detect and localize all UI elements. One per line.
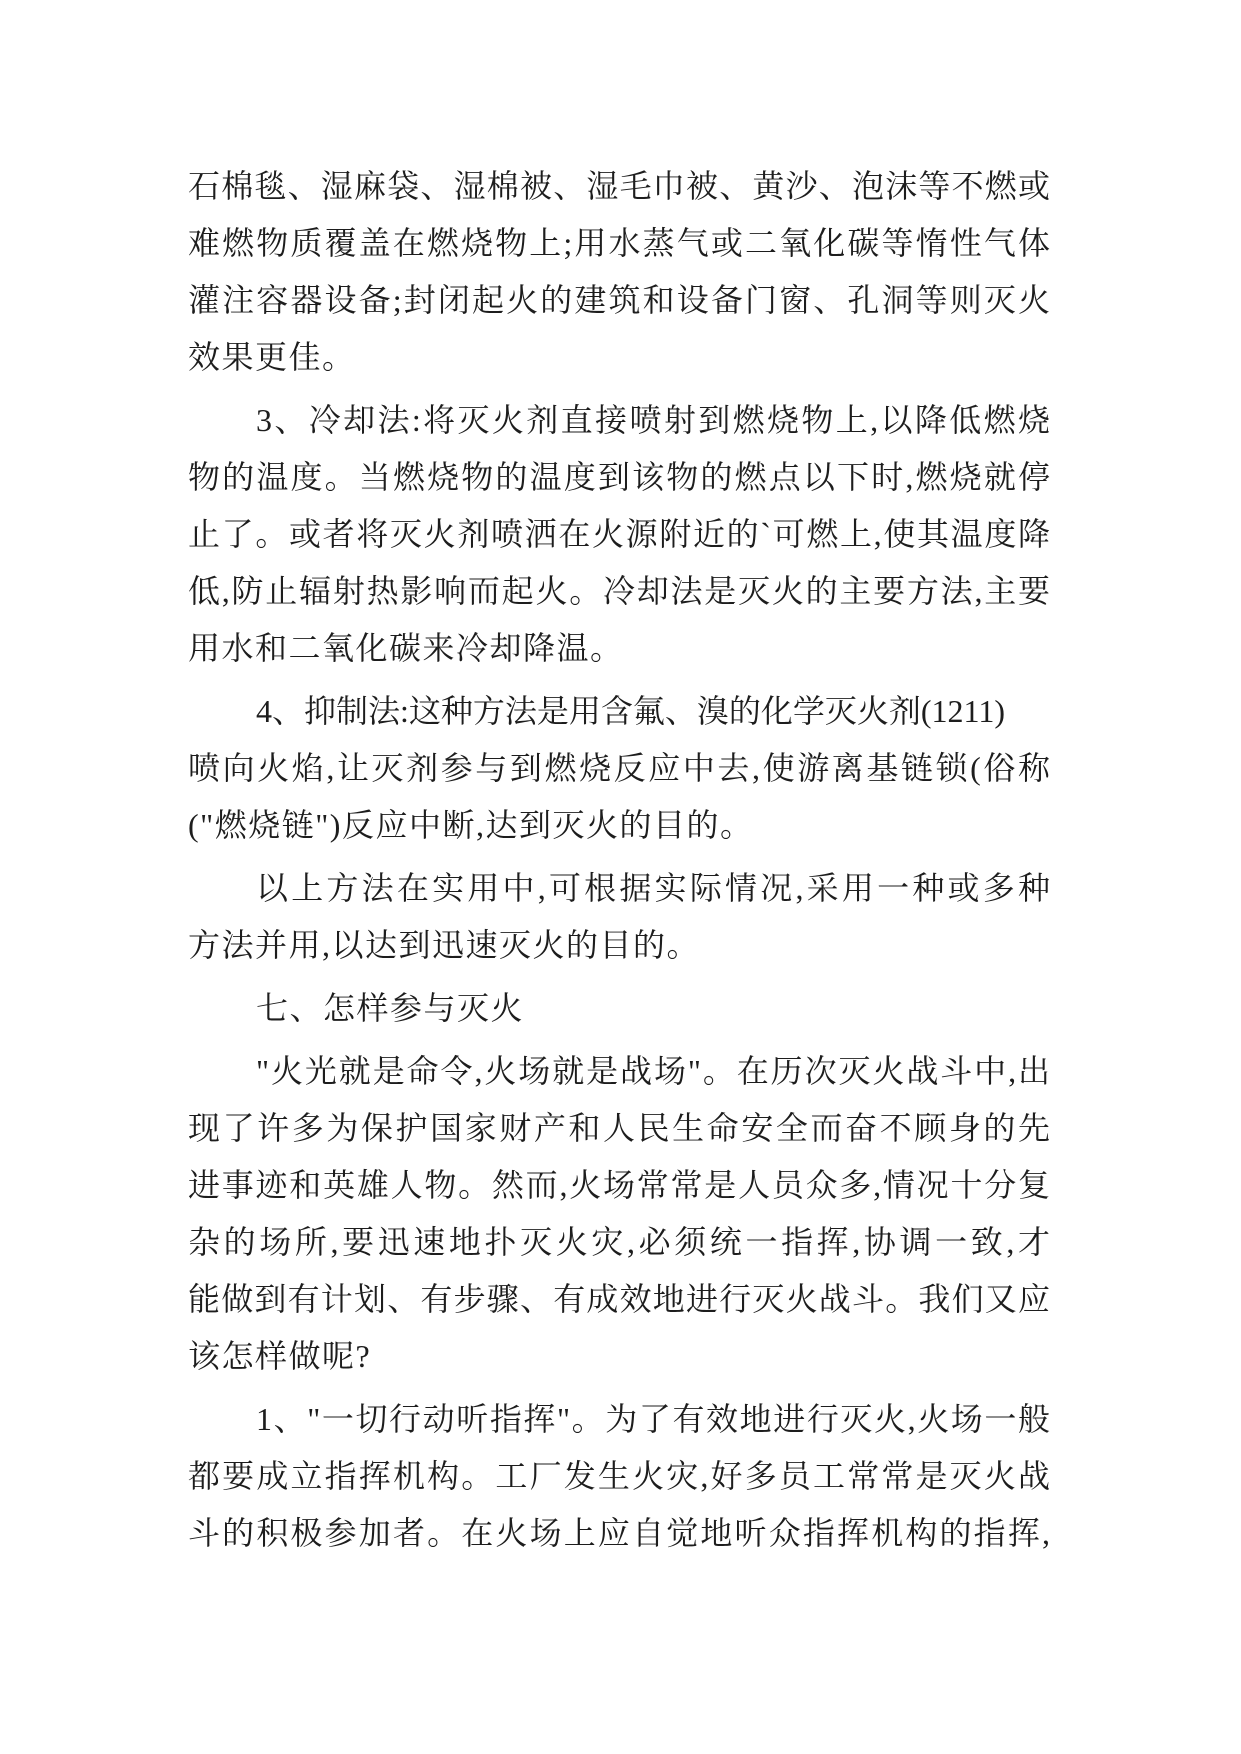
text-line: "火光就是命令,火场就是战场"。在历次灭火战斗中,出 <box>256 1053 1050 1089</box>
text-line: 以上方法在实用中,可根据实际情况,采用一种或多种 <box>256 870 1050 906</box>
text-line: 4、抑制法:这种方法是用含氟、溴的化学灭火剂(1211) <box>256 693 1006 729</box>
text-line: 用水和二氧化碳来冷却降温。 <box>188 630 624 666</box>
text-line: 3、冷却法:将灭火剂直接喷射到燃烧物上,以降低燃烧 <box>256 402 1050 438</box>
text-line: 物的温度。当燃烧物的温度到该物的燃点以下时,燃烧就停 <box>188 459 1050 495</box>
text-line: 现了许多为保护国家财产和人民生命安全而奋不顾身的先 <box>188 1110 1050 1146</box>
text-line: 斗的积极参加者。在火场上应自觉地听众指挥机构的指挥, <box>188 1515 1050 1551</box>
text-line: 都要成立指挥机构。工厂发生火灾,好多员工常常是灭火战 <box>188 1458 1050 1494</box>
text-line: 该怎样做呢? <box>188 1338 372 1374</box>
text-line: 效果更佳。 <box>188 339 356 375</box>
text-line: 灌注容器设备;封闭起火的建筑和设备门窗、孔洞等则灭火 <box>188 282 1050 318</box>
text-line: 七、怎样参与灭火 <box>256 990 525 1026</box>
text-line: ("燃烧链")反应中断,达到灭火的目的。 <box>188 807 754 843</box>
text-line: 喷向火焰,让灭剂参与到燃烧反应中去,使游离基链锁(俗称 <box>188 750 1050 786</box>
text-line: 低,防止辐射热影响而起火。冷却法是灭火的主要方法,主要 <box>188 573 1050 609</box>
text-line: 难燃物质覆盖在燃烧物上;用水蒸气或二氧化碳等惰性气体 <box>188 225 1050 261</box>
text-line: 方法并用,以达到迅速灭火的目的。 <box>188 927 701 963</box>
document-text-block <box>188 158 1050 1562</box>
text-line: 1、"一切行动听指挥"。为了有效地进行灭火,火场一般 <box>256 1401 1050 1437</box>
text-line: 杂的场所,要迅速地扑灭火灾,必须统一指挥,协调一致,才 <box>188 1224 1050 1260</box>
text-line: 能做到有计划、有步骤、有成效地进行灭火战斗。我们又应 <box>188 1281 1050 1317</box>
text-line: 进事迹和英雄人物。然而,火场常常是人员众多,情况十分复 <box>188 1167 1050 1203</box>
text-line: 石棉毯、湿麻袋、湿棉被、湿毛巾被、黄沙、泡沫等不燃或 <box>188 168 1050 204</box>
text-line: 止了。或者将灭火剂喷洒在火源附近的`可燃上,使其温度降 <box>188 516 1050 552</box>
